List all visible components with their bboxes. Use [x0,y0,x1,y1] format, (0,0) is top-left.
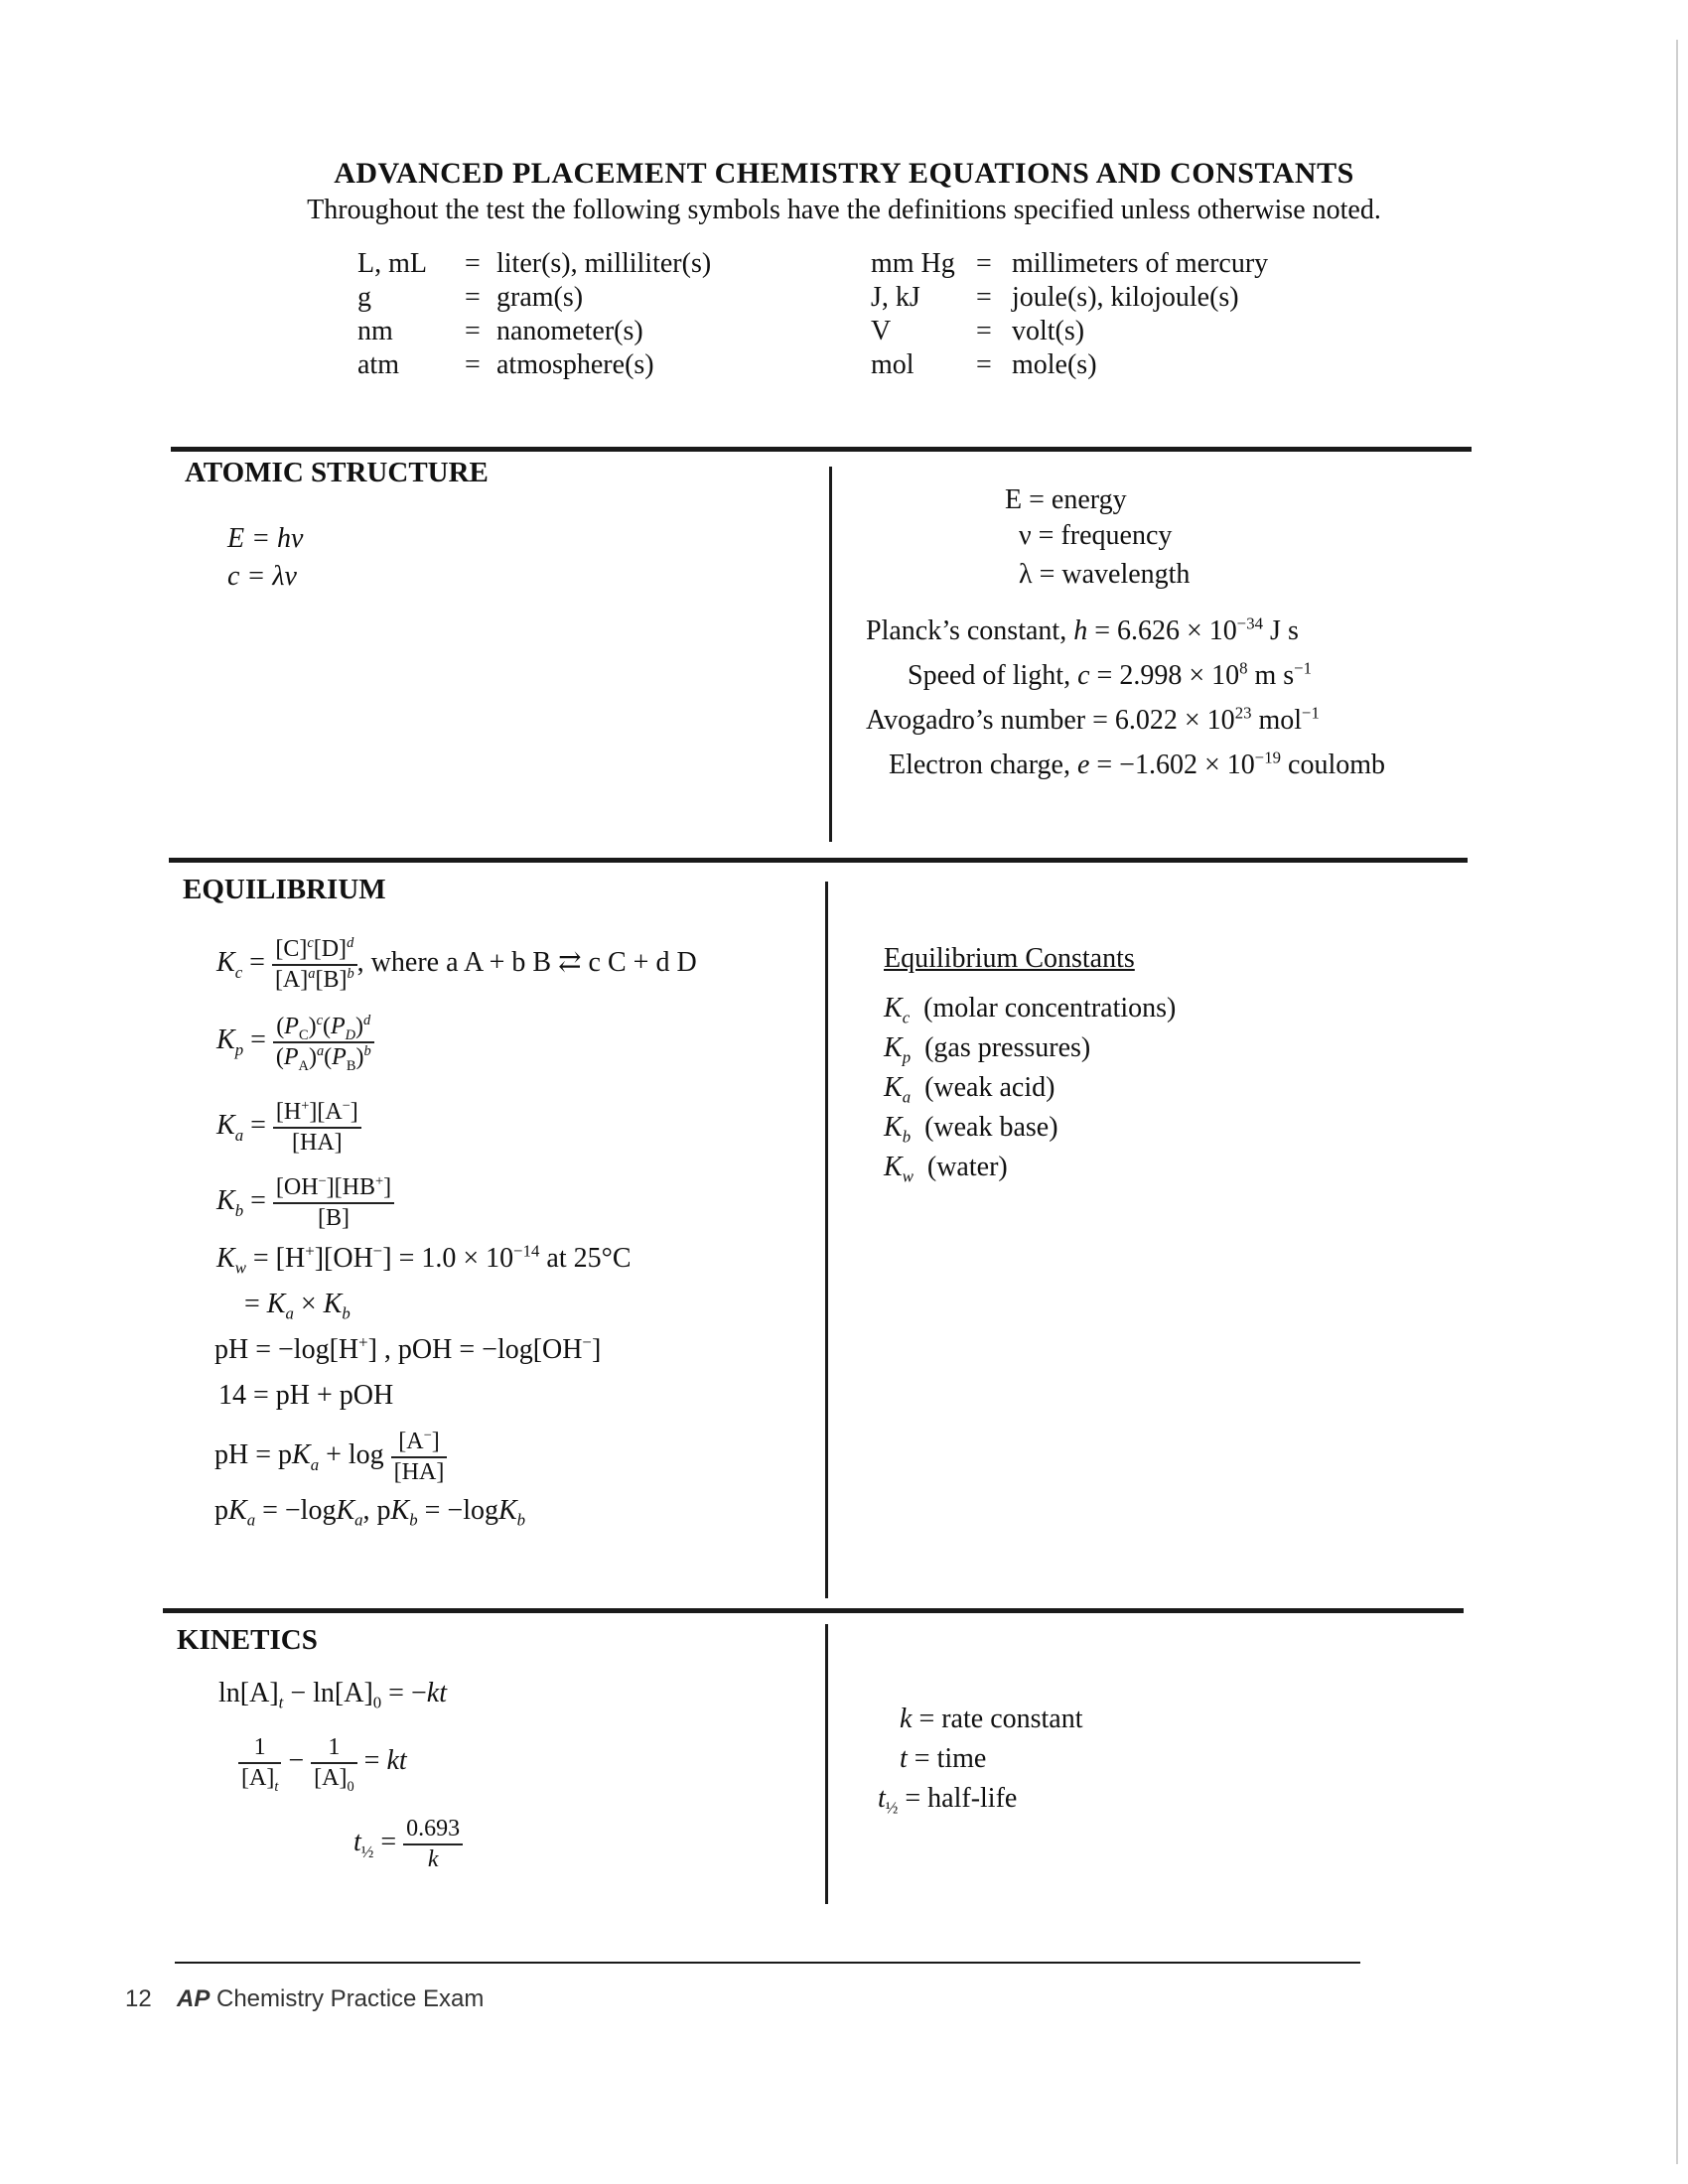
column-divider [829,467,832,842]
variable-time: t = time [900,1743,987,1774]
equation-first-order: $\ln[A]_t - \ln[A]_0 = -kt$ [218,1678,447,1712]
definition-meaning: volt(s) [1012,316,1085,346]
definition-meaning: mole(s) [1012,349,1097,380]
variable-frequency: ν = frequency [1019,520,1173,551]
section-divider [163,1608,1464,1613]
section-divider [169,858,1468,863]
definition-meaning: joule(s), kilojoule(s) [1012,282,1239,313]
equation-second-order: $\frac{1}{[A]_t}$ − $\frac{1}{[A]_0}$ = kt [238,1733,407,1793]
section-heading-kinetics: KINETICS [177,1624,318,1656]
equation-ph-sum: 14 = pH + pOH [218,1380,394,1411]
page-subtitle: Throughout the test the following symbols have the definitions specified unless otherwise noted. [307,195,1381,225]
definition-meaning: gram(s) [496,282,584,313]
page-title: ADVANCED PLACEMENT CHEMISTRY EQUATIONS AND CONSTANTS [334,157,1354,190]
equation-pk: $pK_a = -\log K_a$, $pK_b = -\log K_b$ [214,1495,526,1530]
constant-avogadro: Avogadro’s number = $6.022 \times 10^{23}$ mol$^{-1}$ [866,703,1320,736]
page-edge-line [1676,40,1678,2164]
half-life-numerator: 0.693 [403,1815,463,1845]
section-heading-atomic-structure: ATOMIC STRUCTURE [185,457,489,488]
definition-symbol: nm [357,316,393,346]
constant-kw-desc: (water) [926,1152,1008,1182]
ap-logo: AP [177,1985,211,2012]
equation-energy-frequency: E = hν [227,523,304,554]
definition-meaning: liter(s), milliliter(s) [496,248,712,279]
constant-ka-desc: (weak acid) [924,1072,1055,1103]
footer-rule [175,1962,1360,1964]
definition-symbol: J, kJ [871,282,920,313]
definition-meaning: millimeters of mercury [1012,248,1269,279]
definition-equals: = [976,316,992,346]
variable-half-life: $t_{\frac{1}{2}}$ = half-life [878,1783,1018,1818]
constant-kb-desc: (weak base) [924,1112,1058,1143]
equation-kw: $K_w = [H^+][OH^-] = 1.0 \times 10^{-14}$ at 25°C [216,1241,632,1278]
equation-kw-product: = $K_a \times K_b$ [244,1289,351,1323]
section-heading-equilibrium: EQUILIBRIUM [183,874,386,905]
constant-kc-desc: (molar concentrations) [923,993,1177,1024]
definition-equals: = [465,349,481,380]
equation-half-life: $t_{\frac{1}{2}}$ = $\frac{0.693}{k}$ [353,1815,463,1874]
definition-equals: = [465,282,481,313]
definition-symbol: mol [871,349,914,380]
kc-where-text: , where a A + b B ⇄ c C + d D [356,947,697,979]
equation-kc: $K_c$ = $\frac{[C]^c[D]^d}{[A]^a[B]^b}$ , where a A + b B ⇄ c C + d D [216,935,697,993]
equation-ka: $K_a$ = $\frac{[H^+][A^-]}{[HA]}$ [216,1098,361,1158]
constant-kb: $K_b$ (weak base) [884,1112,1058,1147]
equilibrium-constants-heading: Equilibrium Constants [884,943,1135,974]
page-number: 12 [125,1985,152,2012]
definition-symbol: g [357,282,371,313]
footer-text: Chemistry Practice Exam [216,1985,485,2012]
definition-equals: = [976,349,992,380]
definition-equals: = [465,248,481,279]
definition-equals: = [465,316,481,346]
definition-equals: = [976,282,992,313]
equation-ph-poh: pH = −log[H+] , pOH = −log[OH−] [214,1332,602,1365]
definition-meaning: atmosphere(s) [496,349,654,380]
definition-equals: = [976,248,992,279]
section-divider [171,447,1472,452]
equation-kp: $K_p$ = $\frac{(P_C)^c(P_D)^d}{(P_A)^a(P_B)^b}$ [216,1013,374,1072]
definition-symbol: mm Hg [871,248,955,279]
constant-kc: $K_c$ (molar concentrations) [884,993,1177,1027]
equation-henderson-hasselbalch: pH = $pK_a + \log$ $\frac{[A^-]}{[HA]}$ [214,1428,447,1487]
variable-energy: E = energy [1005,484,1127,515]
constant-kp-desc: (gas pressures) [924,1032,1091,1063]
definition-meaning: nanometer(s) [496,316,643,346]
half-life-denominator: k [427,1845,439,1872]
definition-symbol: L, mL [357,248,427,279]
variable-rate-constant: k = rate constant [900,1704,1083,1734]
constant-kp: $K_p$ (gas pressures) [884,1032,1091,1067]
definition-symbol: V [871,316,892,346]
equation-speed-wavelength: c = λν [227,561,297,592]
constant-ka: $K_a$ (weak acid) [884,1072,1055,1107]
definition-symbol: atm [357,349,399,380]
column-divider [825,882,828,1598]
constant-speed-of-light: Speed of light, $c = 2.998 \times 10^8$ m $s^{-1}$ [908,658,1313,691]
variable-wavelength: λ = wavelength [1019,559,1191,590]
constant-kw: $K_w$ (water) [884,1152,1008,1186]
equation-kb: $K_b$ = $\frac{[OH^-][HB^+]}{[B]}$ [216,1173,394,1233]
constant-electron-charge: Electron charge, $e = -1.602 \times 10^{-19}$ coulomb [889,748,1386,780]
column-divider [825,1624,828,1904]
constant-planck: Planck’s constant, $h = 6.626 \times 10^{-34}$ J s [866,614,1299,646]
